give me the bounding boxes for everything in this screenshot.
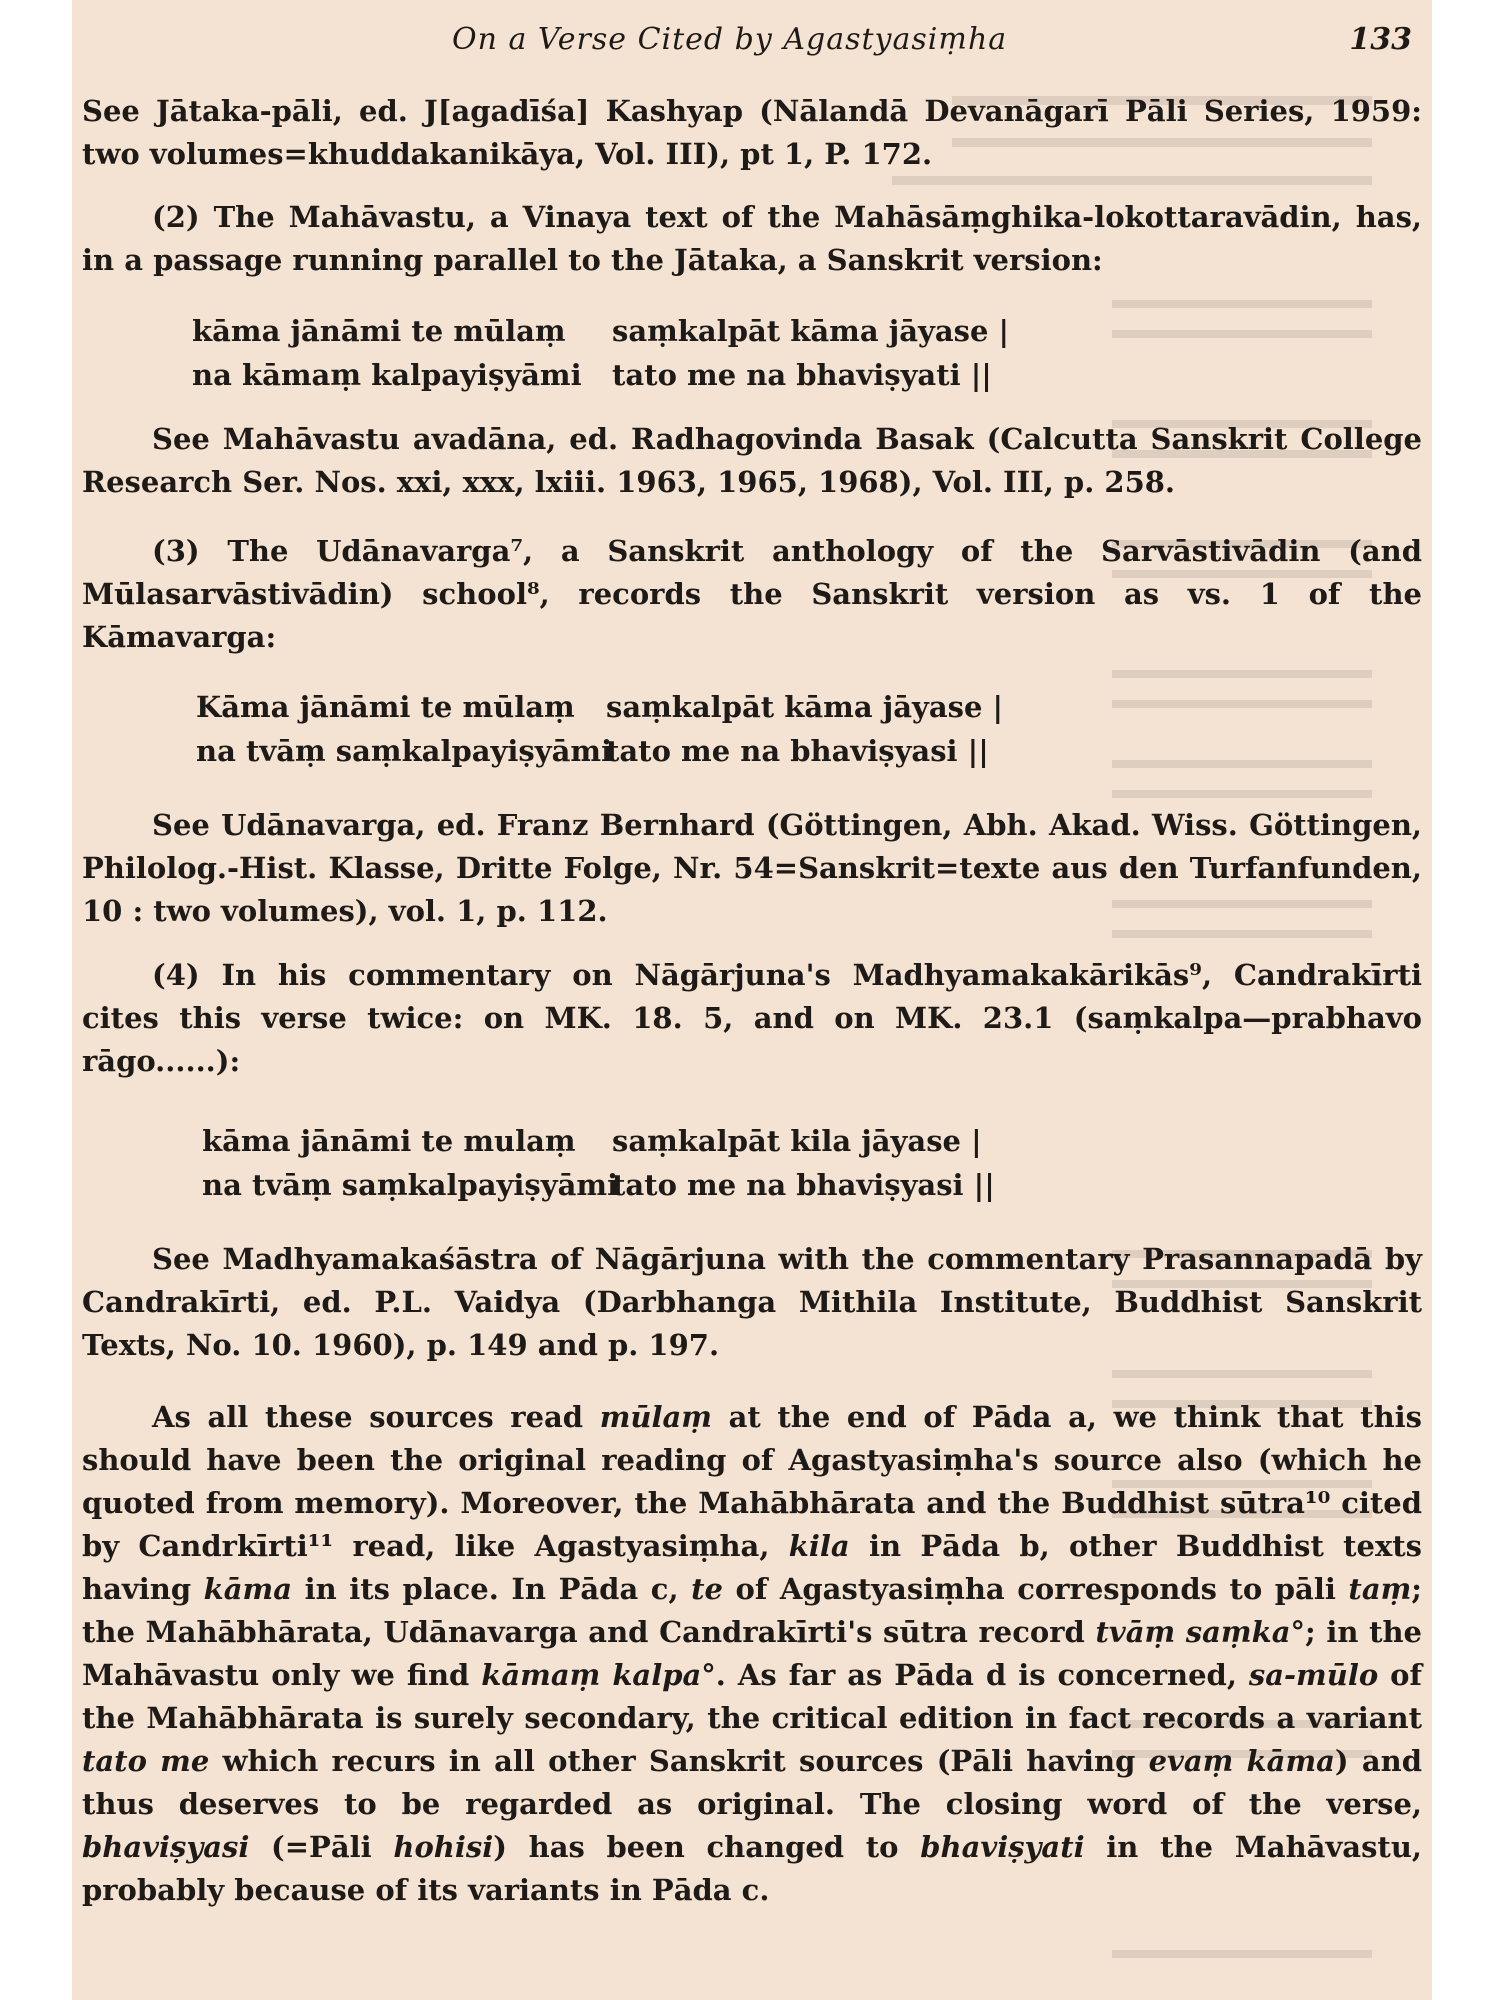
verse-line: na tvāṃ saṃkalpayiṣyāmi: [196, 734, 613, 768]
book-page: [72, 0, 1432, 2000]
verse-line: saṃkalpāt kila jāyase |: [612, 1124, 982, 1158]
paragraph-udanavarga-reference: See Udānavarga, ed. Franz Bernhard (Göttingen, Abh. Akad. Wiss. Göttingen, Philolog.-Hist. Klasse, Dritte Folge, Nr. 54=Sanskrit=texte aus den Turfanfunden, 10 : two volumes), vol. 1, p. 112.: [82, 808, 1422, 928]
verse-line: tato me na bhaviṣyasi ||: [606, 734, 989, 768]
page-content: [72, 0, 1432, 2000]
verse-line: na kāmaṃ kalpayiṣyāmi: [192, 358, 582, 392]
verse-line: tato me na bhaviṣyasi ||: [612, 1168, 995, 1202]
paragraph-conclusion: As all these sources read mūlaṃ at the end of Pāda a, we think that this should have been the original reading of Agastyasiṃha's source also (which he quoted from memory). Moreover, the Mahābhārata and the Buddhist sūtra¹⁰ cited by Candrkīrti¹¹ read, like Agastyasiṃha, kila in Pāda b, other Buddhist texts having kāma in its place. In Pāda c, te of Agastyasiṃha corresponds to pāli taṃ; the Mahābhārata, Udānavarga and Candrakīrti's sūtra record tvāṃ saṃka°; in the Mahāvastu only we find kāmaṃ kalpa°. As far as Pāda d is concerned, sa-mūlo of the Mahābhārata is surely secondary, the critical edition in fact records a variant tato me which recurs in all other Sanskrit sources (Pāli having evaṃ kāma) and thus deserves to be regarded as original. The closing word of the verse, bhaviṣyasi (=Pāli hohisi) has been changed to bhaviṣyati in the Mahāvastu, probably because of its variants in Pāda c.: [82, 1400, 1423, 1907]
verse-line: na tvāṃ saṃkalpayiṣyāmi: [202, 1168, 619, 1202]
verse-line: saṃkalpāt kāma jāyase |: [612, 314, 1010, 348]
verse-line: kāma jānāmi te mūlaṃ: [192, 314, 566, 348]
verse-line: Kāma jānāmi te mūlaṃ: [196, 690, 575, 724]
paragraph-udanavarga: (3) The Udānavarga⁷, a Sanskrit anthology of the Sarvāstivādin (and Mūlasarvāstivādin) school⁸, records the Sanskrit version as vs. 1 of the Kāmavarga:: [82, 534, 1422, 654]
page-number: 133: [1349, 22, 1412, 57]
verse-line: tato me na bhaviṣyati ||: [612, 358, 992, 392]
paragraph-mahavastu-reference: See Mahāvastu avadāna, ed. Radhagovinda Basak (Calcutta Sanskrit College Research Ser. Nos. xxi, xxx, lxiii. 1963, 1965, 1968), Vol. III, p. 258.: [82, 422, 1422, 499]
verse-line: kāma jānāmi te mulaṃ: [202, 1124, 576, 1158]
paragraph-mahavastu: (2) The Mahāvastu, a Vinaya text of the Mahāsāṃghika-lokottaravādin, has, in a passage running parallel to the Jātaka, a Sanskrit version:: [82, 200, 1422, 277]
running-title: On a Verse Cited by Agastyasiṃha: [452, 22, 1008, 57]
paragraph-madhyamaka-reference: See Madhyamakaśāstra of Nāgārjuna with the commentary Prasannapadā by Candrakīrti, ed. P.L. Vaidya (Darbhanga Mithila Institute, Buddhist Sanskrit Texts, No. 10. 1960), p. 149 and p. 197.: [82, 1242, 1422, 1362]
paragraph-candrakirti: (4) In his commentary on Nāgārjuna's Madhyamakakārikās⁹, Candrakīrti cites this verse twice: on MK. 18. 5, and on MK. 23.1 (saṃkalpa—prabhavo rāgo......):: [82, 958, 1422, 1078]
verse-line: saṃkalpāt kāma jāyase |: [606, 690, 1004, 724]
paragraph-jataka-reference: See Jātaka-pāli, ed. J[agadīśa] Kashyap (Nālandā Devanāgarī Pāli Series, 1959: two volumes=khuddakanikāya, Vol. III), pt 1, P. 172.: [82, 94, 1422, 171]
running-header: [452, 22, 1412, 62]
